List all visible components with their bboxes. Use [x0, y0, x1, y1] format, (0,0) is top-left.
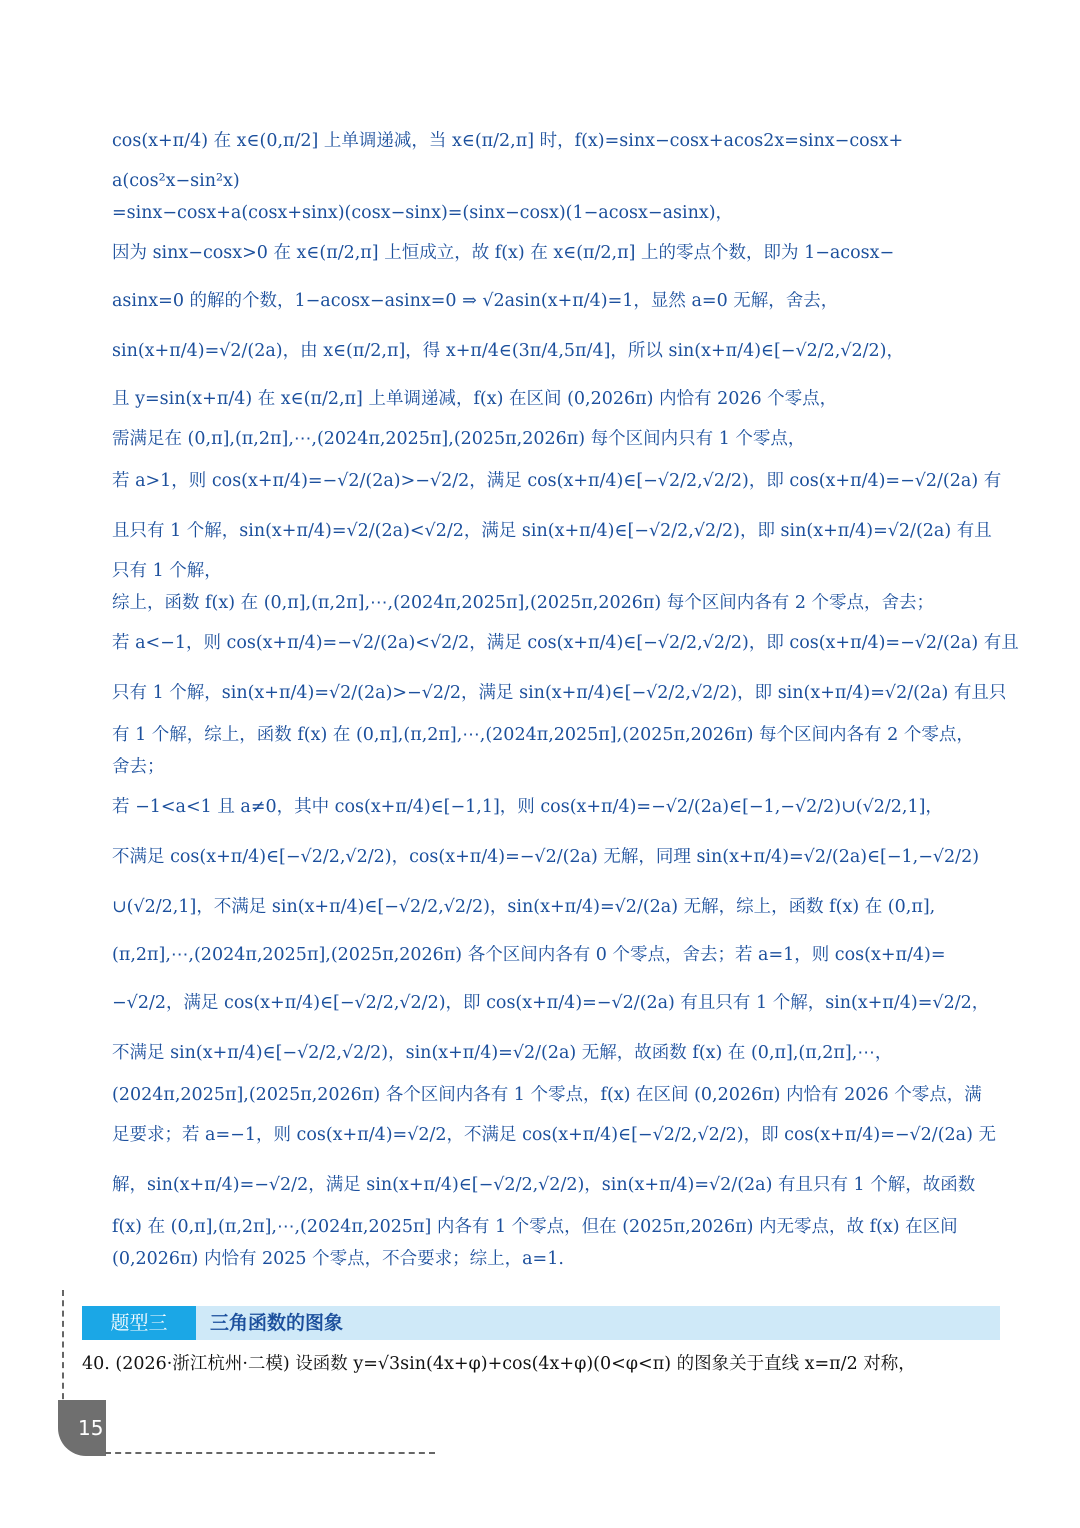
solution-line: =sinx−cosx+a(cosx+sinx)(cosx−sinx)=(sinx−cosx)(1−acosx−asinx)， — [112, 203, 734, 223]
solution-line: 舍去； — [112, 757, 165, 777]
problem-40: 40. (2026·浙江杭州·二模) 设函数 y=√3sin(4x+φ)+cos(4x+φ)(0<φ<π) 的图象关于直线 x=π/2 对称， — [82, 1354, 916, 1374]
solution-line: 不满足 cos(x+π/4)∈[−√2/2,√2/2)，cos(x+π/4)=−√2/(2a) 无解，同理 sin(x+π/4)=√2/(2a)∈[−1,−√2/2) — [112, 847, 980, 867]
solution-line: 且只有 1 个解，sin(x+π/4)=√2/(2a)<√2/2，满足 sin(x+π/4)∈[−√2/2,√2/2)，即 sin(x+π/4)=√2/(2a) 有且 — [112, 521, 992, 541]
solution-line: a(cos²x−sin²x) — [112, 171, 240, 191]
solution-line: sin(x+π/4)=√2/(2a)，由 x∈(π/2,π]，得 x+π/4∈(3π/4,5π/4]，所以 sin(x+π/4)∈[−√2/2,√2/2)， — [112, 341, 904, 361]
solution-line: 且 y=sin(x+π/4) 在 x∈(π/2,π] 上单调递减，f(x) 在区间 (0,2026π) 内恰有 2026 个零点， — [112, 389, 838, 409]
section-tag: 题型三 — [82, 1306, 196, 1340]
solution-line: (0,2026π) 内恰有 2025 个零点，不合要求；综上，a=1. — [112, 1249, 564, 1269]
page-number: 15 — [78, 1416, 104, 1440]
dashed-footer-line — [105, 1452, 435, 1454]
solution-line: 只有 1 个解， — [112, 561, 222, 581]
solution-line: asinx=0 的解的个数，1−acosx−asinx=0 ⇒ √2asin(x+π/4)=1，显然 a=0 无解，舍去， — [112, 291, 839, 311]
solution-line: −√2/2，满足 cos(x+π/4)∈[−√2/2,√2/2)，即 cos(x+π/4)=−√2/(2a) 有且只有 1 个解，sin(x+π/4)=√2/2， — [112, 993, 990, 1013]
solution-line: (2024π,2025π],(2025π,2026π) 各个区间内各有 1 个零点，f(x) 在区间 (0,2026π) 内恰有 2026 个零点，满 — [112, 1085, 982, 1105]
solution-line: 因为 sinx−cosx>0 在 x∈(π/2,π] 上恒成立，故 f(x) 在 x∈(π/2,π] 上的零点个数，即为 1−acosx− — [112, 243, 895, 263]
solution-line: 只有 1 个解，sin(x+π/4)=√2/(2a)>−√2/2，满足 sin(x+π/4)∈[−√2/2,√2/2)，即 sin(x+π/4)=√2/(2a) 有且只 — [112, 683, 1007, 703]
solution-line: (π,2π],⋯,(2024π,2025π],(2025π,2026π) 各个区间内各有 0 个零点，舍去；若 a=1，则 cos(x+π/4)= — [112, 945, 946, 965]
solution-line: cos(x+π/4) 在 x∈(0,π/2] 上单调递减，当 x∈(π/2,π] 时，f(x)=sinx−cosx+acos2x=sinx−cosx+ — [112, 131, 904, 151]
solution-line: 足要求；若 a=−1，则 cos(x+π/4)=√2/2，不满足 cos(x+π/4)∈[−√2/2,√2/2)，即 cos(x+π/4)=−√2/(2a) 无 — [112, 1125, 996, 1145]
solution-line: 解，sin(x+π/4)=−√2/2，满足 sin(x+π/4)∈[−√2/2,√2/2)，sin(x+π/4)=√2/(2a) 有且只有 1 个解，故函数 — [112, 1175, 976, 1195]
solution-line: ∪(√2/2,1]，不满足 sin(x+π/4)∈[−√2/2,√2/2)，sin(x+π/4)=√2/(2a) 无解，综上，函数 f(x) 在 (0,π], — [112, 897, 936, 917]
solution-line: 若 a>1，则 cos(x+π/4)=−√2/(2a)>−√2/2，满足 cos(x+π/4)∈[−√2/2,√2/2)，即 cos(x+π/4)=−√2/(2a) 有 — [112, 471, 1002, 491]
solution-line: 有 1 个解，综上，函数 f(x) 在 (0,π],(π,2π],⋯,(2024π,2025π],(2025π,2026π) 每个区间内各有 2 个零点， — [112, 725, 974, 745]
solution-line: 若 −1<a<1 且 a≠0，其中 cos(x+π/4)∈[−1,1]，则 cos(x+π/4)=−√2/(2a)∈[−1,−√2/2)∪(√2/2,1]， — [112, 797, 943, 817]
solution-line: 需满足在 (0,π],(π,2π],⋯,(2024π,2025π],(2025π,2026π) 每个区间内只有 1 个零点， — [112, 429, 806, 449]
solution-line: 综上，函数 f(x) 在 (0,π],(π,2π],⋯,(2024π,2025π],(2025π,2026π) 每个区间内各有 2 个零点，舍去； — [112, 593, 935, 613]
solution-line: f(x) 在 (0,π],(π,2π],⋯,(2024π,2025π] 内各有 1 个零点，但在 (2025π,2026π) 内无零点，故 f(x) 在区间 — [112, 1217, 958, 1237]
section-title: 三角函数的图象 — [210, 1312, 344, 1334]
solution-line: 若 a<−1，则 cos(x+π/4)=−√2/(2a)<√2/2，满足 cos(x+π/4)∈[−√2/2,√2/2)，即 cos(x+π/4)=−√2/(2a) 有且 — [112, 633, 1019, 653]
solution-line: 不满足 sin(x+π/4)∈[−√2/2,√2/2)，sin(x+π/4)=√2/(2a) 无解，故函数 f(x) 在 (0,π],(π,2π],⋯， — [112, 1043, 893, 1063]
